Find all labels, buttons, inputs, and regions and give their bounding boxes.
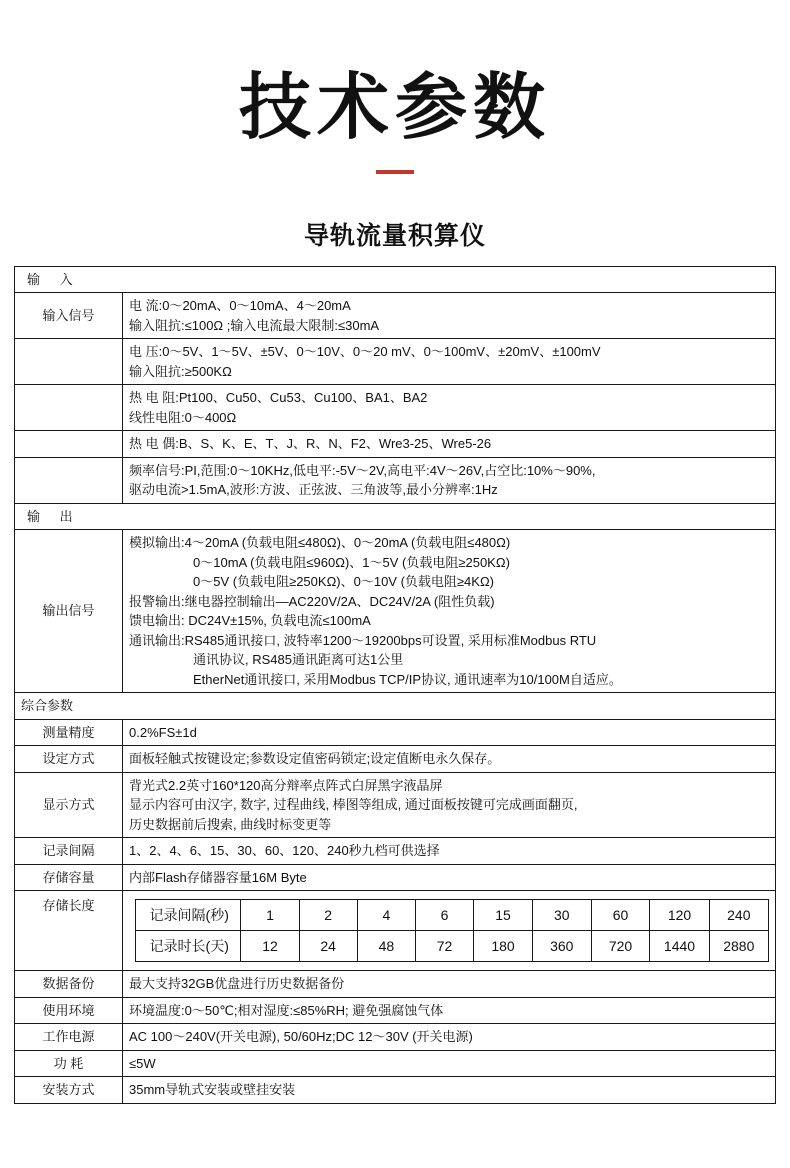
text-line: 背光式2.2英寸160*120高分辩率点阵式白屏黑字液晶屏 — [129, 777, 443, 793]
section-header-input-label: 输 入 — [27, 271, 81, 287]
text-line: 馈电输出: DC24V±15%, 负载电流≤100mA — [129, 613, 371, 629]
record-interval-row-label: 记录间隔(秒) — [136, 900, 241, 931]
row-label-power-supply: 工作电源 — [15, 1024, 123, 1051]
table-row — [15, 1077, 776, 1104]
text-line: 热 电 偶:B、S、K、E、T、J、R、N、F2、Wre3-25、Wre5-26 — [129, 436, 492, 452]
section-header-input — [15, 266, 776, 293]
title-underline-rule — [376, 170, 414, 174]
row-value-record-interval: 1、2、4、6、15、30、60、120、240秒九档可供选择 — [123, 838, 776, 865]
product-subtitle: 导轨流量积算仪 — [303, 221, 486, 250]
table-row — [15, 971, 776, 998]
record-interval-cell: 60 — [591, 900, 650, 931]
section-header-output-label: 输 出 — [27, 508, 81, 524]
row-value-accuracy: 0.2%FS±1d — [123, 719, 776, 746]
record-duration-cell: 12 — [241, 931, 299, 962]
table-row — [15, 530, 776, 693]
row-value-power-consumption: ≤5W — [123, 1050, 776, 1077]
text-line: 电 流:0～20mA、0～10mA、4～20mA — [129, 298, 351, 314]
row-label-power-consumption: 功 耗 — [15, 1050, 123, 1077]
record-duration-cell: 720 — [591, 931, 650, 962]
row-label-empty-1 — [15, 339, 123, 385]
text-line: 热 电 阻:Pt100、Cu50、Cu53、Cu100、BA1、BA2 — [129, 390, 428, 406]
record-interval-cell: 6 — [415, 900, 473, 931]
record-duration-cell: 180 — [474, 931, 533, 962]
record-interval-cell: 4 — [357, 900, 415, 931]
table-row — [15, 838, 776, 865]
record-interval-cell: 120 — [650, 900, 709, 931]
record-duration-row-label: 记录时长(天) — [136, 931, 241, 962]
table-row — [15, 1024, 776, 1051]
record-duration-cell: 24 — [299, 931, 357, 962]
page-title: 技术参数 — [238, 65, 551, 149]
row-value-output-signal — [123, 530, 776, 693]
row-label-data-backup: 数据备份 — [15, 971, 123, 998]
row-label-empty-4 — [15, 457, 123, 503]
text-line: 报警输出:继电器控制输出—AC220V/2A、DC24V/2A (阻性负载) — [129, 593, 495, 609]
record-duration-cell: 360 — [532, 931, 591, 962]
table-row — [15, 864, 776, 891]
text-line: 电 压:0～5V、1～5V、±5V、0～10V、0～20 mV、0～100mV、±20mV、±100mV — [129, 344, 601, 360]
text-line: EtherNet通讯接口, 采用Modbus TCP/IP协议, 通讯速率为10/100M自适应。 — [193, 671, 622, 687]
row-label-accuracy: 测量精度 — [15, 719, 123, 746]
record-duration-cell: 2880 — [709, 931, 768, 962]
table-row — [15, 693, 776, 720]
row-label-environment: 使用环境 — [15, 997, 123, 1024]
text-line: 线性电阻:0～400Ω — [129, 409, 237, 425]
table-row — [15, 293, 776, 339]
row-label-output-signal: 输出信号 — [15, 530, 123, 693]
row-value-data-backup: 最大支持32GB优盘进行历史数据备份 — [123, 971, 776, 998]
row-value-input-current — [123, 293, 776, 339]
text-line: 通讯输出:RS485通讯接口, 波特率1200～19200bps可设置, 采用标准Modbus RTU — [129, 632, 597, 648]
row-label-input-signal: 输入信号 — [15, 293, 123, 339]
table-row — [15, 719, 776, 746]
table-row — [15, 772, 776, 838]
row-value-input-rtd — [123, 385, 776, 431]
row-value-setting-method: 面板轻触式按键设定;参数设定值密码锁定;设定值断电永久保存。 — [123, 746, 776, 773]
row-value-display — [123, 772, 776, 838]
table-row — [15, 457, 776, 503]
table-row — [15, 431, 776, 458]
storage-length-table — [135, 899, 769, 962]
table-row — [15, 385, 776, 431]
table-row — [15, 1050, 776, 1077]
text-line: 历史数据前后搜索, 曲线时标变更等 — [129, 816, 332, 832]
row-label-storage-capacity: 存储容量 — [15, 864, 123, 891]
text-line: 驱动电流>1.5mA,波形:方波、正弦波、三角波等,最小分辨率:1Hz — [129, 482, 498, 498]
row-label-empty-2 — [15, 385, 123, 431]
row-value-input-thermocouple — [123, 431, 776, 458]
table-row — [15, 266, 776, 293]
section-header-general — [15, 693, 776, 720]
table-row — [136, 931, 769, 962]
text-line: 模拟输出:4～20mA (负载电阻≤480Ω)、0～20mA (负载电阻≤480Ω) — [129, 535, 511, 551]
row-value-power-supply: AC 100～240V(开关电源), 50/60Hz;DC 12～30V (开关电源) — [123, 1024, 776, 1051]
row-value-mounting: 35mm导轨式安装或壁挂安装 — [123, 1077, 776, 1104]
record-interval-cell: 240 — [709, 900, 768, 931]
record-duration-cell: 48 — [357, 931, 415, 962]
text-line: 通讯协议, RS485通讯距离可达1公里 — [193, 652, 404, 668]
record-duration-cell: 72 — [415, 931, 473, 962]
row-value-input-frequency — [123, 457, 776, 503]
row-label-storage-length: 存储长度 — [15, 891, 123, 971]
section-header-output — [15, 503, 776, 530]
record-interval-cell: 2 — [299, 900, 357, 931]
text-line: 输入阻抗:≥500KΩ — [129, 363, 232, 379]
specification-table — [14, 266, 776, 1104]
text-line: 0～10mA (负载电阻≤960Ω)、1～5V (负载电阻≥250KΩ) — [193, 554, 510, 570]
text-line: 显示内容可由汉字, 数字, 过程曲线, 棒图等组成, 通过面板按键可完成画面翻页, — [129, 797, 578, 813]
row-label-mounting: 安装方式 — [15, 1077, 123, 1104]
record-interval-cell: 15 — [474, 900, 533, 931]
section-header-general-label: 综合参数 — [21, 698, 74, 714]
row-value-input-voltage — [123, 339, 776, 385]
row-label-setting-method: 设定方式 — [15, 746, 123, 773]
row-label-display: 显示方式 — [15, 772, 123, 838]
table-row — [15, 746, 776, 773]
table-row — [15, 339, 776, 385]
row-value-environment: 环境温度:0～50℃;相对湿度:≤85%RH; 避免强腐蚀气体 — [123, 997, 776, 1024]
row-label-empty-3 — [15, 431, 123, 458]
table-row — [15, 997, 776, 1024]
row-label-record-interval: 记录间隔 — [15, 838, 123, 865]
table-row — [15, 503, 776, 530]
text-line: 0～5V (负载电阻≥250KΩ)、0～10V (负载电阻≥4KΩ) — [193, 574, 494, 590]
table-row — [15, 891, 776, 971]
record-duration-cell: 1440 — [650, 931, 709, 962]
record-interval-cell: 1 — [241, 900, 299, 931]
row-value-storage-length — [123, 891, 776, 971]
text-line: 频率信号:PI,范围:0～10KHz,低电平:-5V～2V,高电平:4V～26V,占空比:10%～90%, — [129, 462, 596, 478]
text-line: 输入阻抗:≤100Ω ;输入电流最大限制:≤30mA — [129, 317, 380, 333]
row-value-storage-capacity: 内部Flash存储器容量16M Byte — [123, 864, 776, 891]
table-row — [136, 900, 769, 931]
record-interval-cell: 30 — [532, 900, 591, 931]
